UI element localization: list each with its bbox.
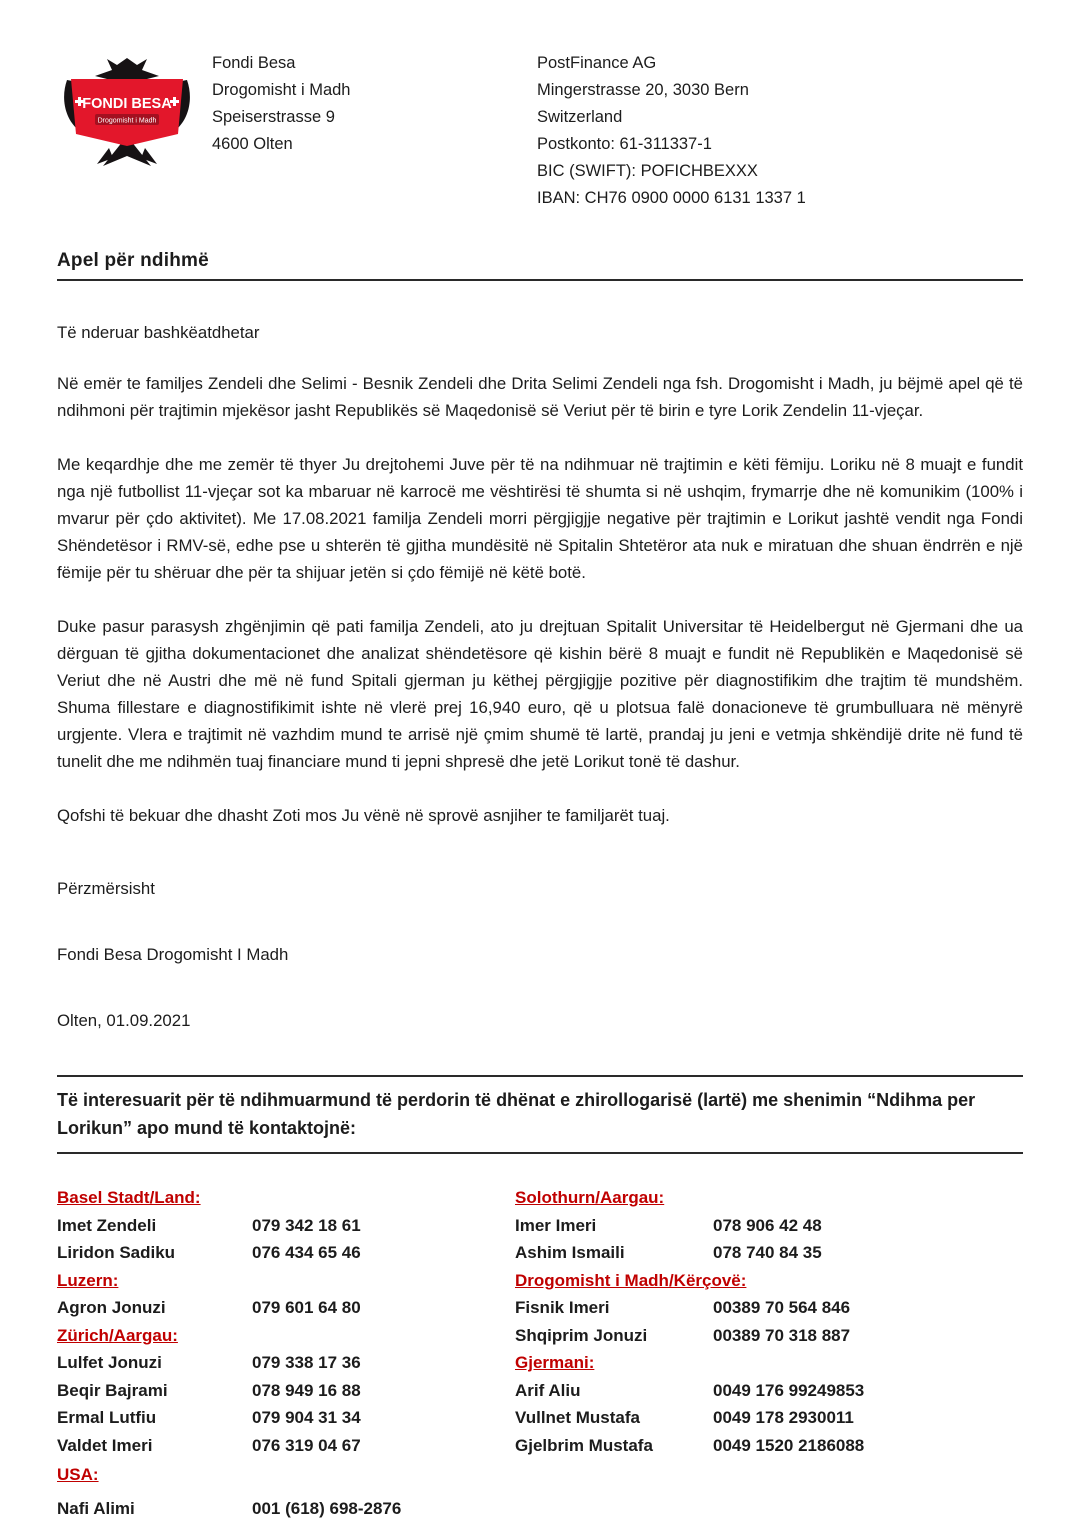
bank-line-postkonto: Postkonto: 61-311337-1 — [537, 135, 712, 153]
contact-phone: 079 904 31 34 — [252, 1408, 361, 1427]
double-eagle-logo-icon — [57, 52, 197, 170]
sender-line: Drogomisht i Madh — [212, 81, 351, 99]
contact-group-header-basel: Basel Stadt/Land: — [57, 1188, 201, 1207]
logo-wordmark: FONDI BESA — [82, 96, 172, 112]
letter-header — [57, 50, 1023, 212]
logo-subtitle: Drogomisht i Madh — [97, 117, 157, 125]
contact-name: Liridon Sadiku — [57, 1243, 176, 1262]
bank-line-bic: BIC (SWIFT): POFICHBEXXX — [537, 162, 758, 180]
contact-phone: 0049 178 2930011 — [713, 1408, 854, 1427]
contact-row — [515, 1322, 1023, 1350]
contact-group-header-solothurn-aargau: Solothurn/Aargau: — [515, 1188, 665, 1207]
contact-row — [57, 1349, 515, 1377]
contact-phone: 0049 176 99249853 — [713, 1380, 865, 1400]
sender-address — [212, 50, 537, 158]
contact-name: Fisnik Imeri — [515, 1298, 610, 1317]
bank-details — [537, 50, 1023, 212]
contact-phone: 079 342 18 61 — [252, 1215, 361, 1235]
body-paragraph: Me keqardhje dhe me zemër të thyer Ju drejtohemi Juve për të na ndihmuar në trajtimin e këti fëmiju. Loriku në 8 muajt e fundit nga një futbollist 11-vjeçar sot ka mbaruar në karrocë me vështirësi të shumta si në ushqim, frymarrje dhe në komunikim (100% i mvarur për çdo aktivitet). Me 17.08.2021 familja Zendeli morri përgjigjje negative për trajtimin e Lorikut jashtë vendit nga Fondi Shëndetësor i RMV-së, edhe pse u shterën të gjitha mundësitë në Spitalin Shtetëror ata nuk e miratuan dhe shuan ëndrrën e një fëmije për tu shëruar dhe për ta shijuar jetën si çdo fëmijë në këtë botë. — [57, 455, 1023, 582]
contact-name: Vullnet Mustafa — [515, 1408, 640, 1427]
contact-phone: 076 319 04 67 — [252, 1435, 361, 1455]
contact-phone: 00389 70 564 846 — [713, 1298, 851, 1317]
contact-group-header-drogomisht-kercove: Drogomisht i Madh/Kërçovë: — [515, 1270, 747, 1290]
bank-line-iban: IBAN: CH76 0900 0000 6131 1337 1 — [537, 189, 806, 207]
contact-name: Gjelbrim Mustafa — [515, 1435, 653, 1455]
contact-column-right — [515, 1184, 1023, 1522]
contact-phone: 079 338 17 36 — [252, 1353, 361, 1372]
body-paragraph: Në emër te familjes Zendeli dhe Selimi - Besnik Zendeli dhe Drita Selimi Zendeli nga fsh. Drogomisht i Madh, ju bëjmë apel që të ndihmoni për trajtimin mjekësor jasht Republikës së Maqedonisë së Veriut për të birin e tyre Lorik Zendelin 11-vjeçar. — [57, 374, 1023, 420]
contact-row — [57, 1377, 515, 1405]
contact-phone: 076 434 65 46 — [252, 1243, 361, 1262]
contact-row — [57, 1432, 515, 1460]
body-paragraph: Duke pasur parasysh zhgënjimin që pati familja Zendeli, ato ju drejtuan Spitalit Universitar të Heidelbergut në Gjermani dhe ua dërguan të gjitha dokumentacionet dhe analizat shëndetësore që kishin bërë 8 muajt e fundit në Republikën e Maqedonisë së Veriut dhe në Austri dhe më në fund Spitali gjerman ju këthej përgjigjje pozitive për diagnostifikim dhe trajtim të mundshëm. Shuma fillestare e diagnostifikimit ishte në vlerë prej 16,940 euro, që u plotsua falë donacioneve të grumbulluara në mënyrë urgjente. Vlera e trajtimit në vazhdim mund te arrisë një çmim shumë të lartë, prandaj ju jeni e vetmja shkëndijë drite në fund të tunelit dhe me ndihmën tuaj financiare mund ti jepni shpresë dhe jetë Lorikut tonë të dashur. — [57, 617, 1023, 771]
contact-row — [57, 1239, 515, 1267]
sender-line: 4600 Olten — [212, 135, 293, 153]
contact-row — [515, 1404, 1023, 1432]
title-divider — [57, 279, 1023, 281]
contact-phone: 001 (618) 698-2876 — [252, 1498, 402, 1518]
contact-name: Arif Aliu — [515, 1380, 581, 1400]
salutation: Të nderuar bashkëatdhetar — [57, 323, 260, 342]
contact-phone: 078 740 84 35 — [713, 1243, 822, 1262]
contact-row — [515, 1377, 1023, 1405]
closing-dateline: Olten, 01.09.2021 — [57, 1011, 191, 1030]
contact-row — [515, 1294, 1023, 1322]
contact-name: Ashim Ismaili — [515, 1243, 625, 1262]
contact-row — [515, 1239, 1023, 1267]
contact-name: Agron Jonuzi — [57, 1298, 166, 1317]
letter-title: Apel për ndihmë — [57, 250, 209, 271]
contact-name: Lulfet Jonuzi — [57, 1353, 162, 1372]
contact-phone: 078 949 16 88 — [252, 1380, 361, 1400]
contact-row — [57, 1294, 515, 1322]
closing-signature: Fondi Besa Drogomisht I Madh — [57, 945, 289, 964]
contact-group-header-luzern: Luzern: — [57, 1270, 119, 1290]
contact-row — [57, 1404, 515, 1432]
contact-phone: 0049 1520 2186088 — [713, 1435, 865, 1455]
contact-name: Nafi Alimi — [57, 1498, 135, 1518]
contact-column-left — [57, 1184, 515, 1522]
contact-phone: 078 906 42 48 — [713, 1215, 822, 1235]
contact-name: Beqir Bajrami — [57, 1380, 168, 1400]
bank-line: Switzerland — [537, 108, 623, 126]
contact-name: Valdet Imeri — [57, 1435, 153, 1455]
contact-name: Imet Zendeli — [57, 1215, 157, 1235]
contact-phone: 079 601 64 80 — [252, 1298, 361, 1317]
body-paragraph: Qofshi të bekuar dhe dhasht Zoti mos Ju vënë në sprovë asnjiher te familjarët tuaj. — [57, 806, 670, 825]
bank-line: Mingerstrasse 20, 3030 Bern — [537, 81, 749, 99]
sender-line: Speiserstrasse 9 — [212, 108, 335, 126]
contact-section — [57, 1184, 1023, 1522]
contact-name: Shqiprim Jonuzi — [515, 1325, 648, 1345]
contact-group-header-gjermani: Gjermani: — [515, 1353, 595, 1372]
contact-group-header-zurich-aargau: Zürich/Aargau: — [57, 1325, 178, 1345]
donation-notice: Të interesuarit për të ndihmuarmund të perdorin të dhënat e zhirollogarisë (lartë) me shenimin “Ndihma per Lorikun” apo mund të kontaktojnë: — [57, 1075, 1023, 1154]
contact-row — [57, 1495, 515, 1523]
contact-row — [515, 1212, 1023, 1240]
contact-group-header-usa: USA: — [57, 1465, 99, 1484]
sender-line: Fondi Besa — [212, 54, 296, 72]
contact-row — [515, 1432, 1023, 1460]
bank-line: PostFinance AG — [537, 54, 657, 72]
contact-phone: 00389 70 318 887 — [713, 1325, 851, 1345]
closing-regards: Përzmërsisht — [57, 879, 155, 898]
organization-logo — [57, 50, 212, 175]
contact-name: Imer Imeri — [515, 1215, 597, 1235]
contact-name: Ermal Lutfiu — [57, 1408, 157, 1427]
contact-row — [57, 1212, 515, 1240]
